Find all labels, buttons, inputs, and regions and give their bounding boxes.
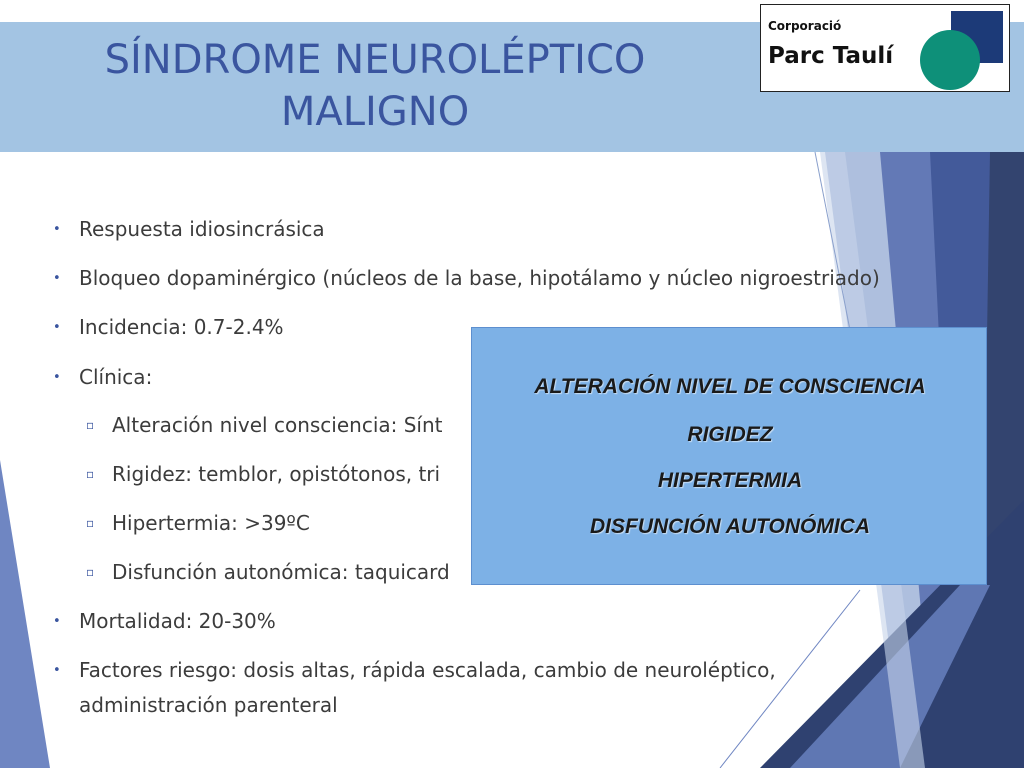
list-item <box>53 605 276 638</box>
title-line-2: MALIGNO <box>280 89 470 135</box>
callout-line: RIGIDEZ <box>687 423 773 446</box>
sub-list-item <box>86 507 310 540</box>
bullet-marker: • <box>53 663 61 678</box>
bullet-marker: • <box>53 271 61 286</box>
list-item <box>53 311 284 344</box>
list-item-text: Factores riesgo: dosis altas, rápida escalada, cambio de neuroléptico, <box>79 658 776 682</box>
list-item-text: Clínica: <box>79 365 153 389</box>
list-item <box>53 213 325 246</box>
sub-list-item <box>86 409 443 442</box>
list-item-text: Bloqueo dopaminérgico (núcleos de la base, hipotálamo y núcleo nigroestriado) <box>79 266 880 290</box>
bullet-marker: • <box>53 320 61 335</box>
list-item-text: Rigidez: temblor, opistótonos, tri <box>112 462 441 486</box>
bullet-marker: • <box>53 614 61 629</box>
logo-small-text: Corporació <box>768 19 842 33</box>
logo-big-text: Parc Taulí <box>768 43 894 69</box>
sub-list-item <box>86 458 441 491</box>
callout-line: ALTERACIÓN NIVEL DE CONSCIENCIA <box>534 375 926 398</box>
sub-list-item <box>86 556 450 589</box>
list-item <box>53 361 153 394</box>
bullet-marker: • <box>53 370 61 385</box>
list-item-text: Respuesta idiosincrásica <box>79 217 325 241</box>
list-item-text: Hipertermia: >39ºC <box>112 511 310 535</box>
sub-bullet-marker: ▫ <box>86 418 95 432</box>
list-item-text: Incidencia: 0.7-2.4% <box>79 315 284 339</box>
list-item-text: administración parenteral <box>79 693 338 717</box>
list-item-text: Disfunción autonómica: taquicard <box>112 560 450 584</box>
list-item-text: Mortalidad: 20-30% <box>79 609 276 633</box>
sub-bullet-marker: ▫ <box>86 565 95 579</box>
callout-line: HIPERTERMIA <box>657 469 803 492</box>
summary-callout-box <box>471 327 987 585</box>
sub-bullet-marker: ▫ <box>86 516 95 530</box>
callout-line: DISFUNCIÓN AUTONÓMICA <box>590 515 870 538</box>
list-item <box>53 262 880 295</box>
list-item-continuation <box>79 689 338 722</box>
bullet-marker: • <box>53 222 61 237</box>
sub-bullet-marker: ▫ <box>86 467 95 481</box>
title-line-1: SÍNDROME NEUROLÉPTICO <box>104 37 646 83</box>
list-item <box>53 654 776 687</box>
list-item-text: Alteración nivel consciencia: Sínt <box>112 413 443 437</box>
